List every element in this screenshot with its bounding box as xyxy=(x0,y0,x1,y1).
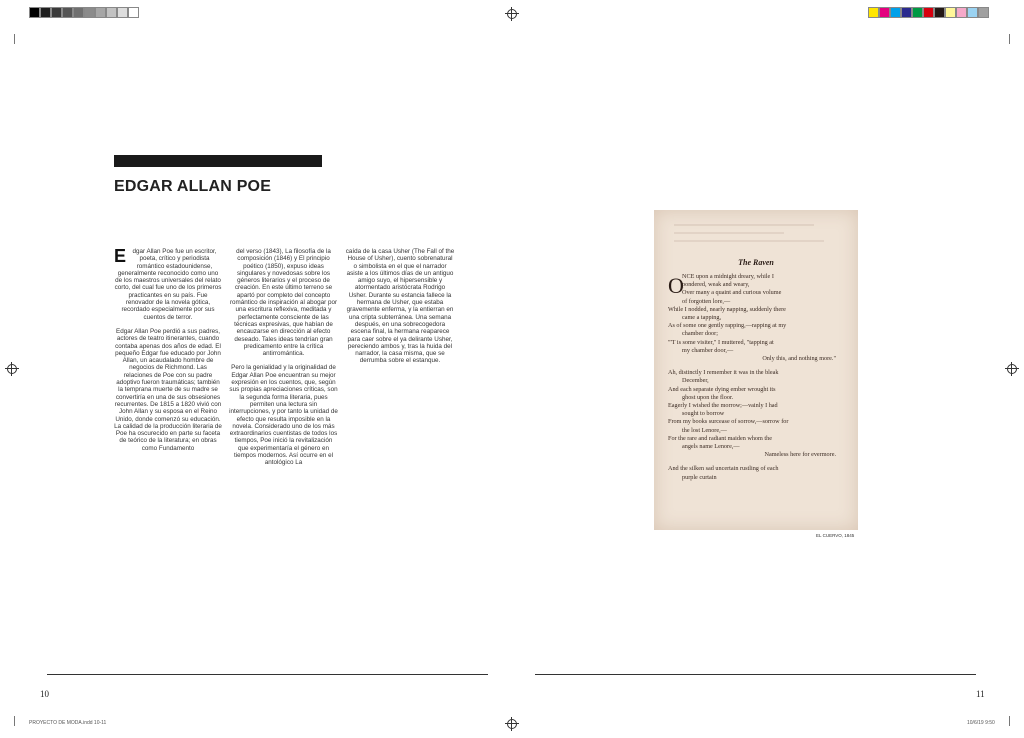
title-accent-bar xyxy=(114,155,322,167)
footer-rule-left xyxy=(47,674,488,675)
article-title: EDGAR ALLAN POE xyxy=(114,178,272,195)
text-column-3 xyxy=(345,248,455,372)
color-swatch xyxy=(901,7,912,18)
color-swatch xyxy=(128,7,139,18)
color-swatch xyxy=(84,7,95,18)
paragraph: Edgar Allan Poe perdió a sus padres, actores de teatro itinerantes, cuando contaba apenas dos años de edad. El pequeño Edgar fue educado por John Allan, un acaudalado hombre de negocios de Richmond. Las relaciones de Poe con su padre adoptivo fueron traumáticas; también la temprana muerte de su madre se convertiría en una de sus obsesiones recurrentes. De 1815 a 1820 vivió con John Allan y su esposa en el Reino Unido, donde comenzó su educación. La calidad de la producción literaria de Poe ha oscurecido en parte su faceta de teórico de la literatura; en obras como Fundamento xyxy=(114,327,222,452)
poem-line: ghost upon the floor. xyxy=(682,393,734,401)
page-number-right: 11 xyxy=(976,689,985,699)
crop-mark xyxy=(14,716,15,726)
text-column-2 xyxy=(229,248,338,474)
paragraph: del verso (1843), La filosofía de la composición (1846) y El principio poético (1850), expuso ideas singulares y novedosas sobre los géneros literarios y el proceso de creación. En este último terreno se apartó por completo del concepto romántico de inspiración al abogar por una escritura reflexiva, meditada y perfectamente consciente de las técnicas expresivas, que habían de encauzarse en dirección al efecto deseado. Tales ideas tendrían gran predicamento entre la crítica antirromántica. xyxy=(229,248,338,358)
poem-line: "'T is some visiter," I muttered, "tapping at xyxy=(668,338,774,346)
color-swatch xyxy=(29,7,40,18)
color-swatch xyxy=(956,7,967,18)
slug-right: 10/6/19 9:50 xyxy=(967,720,995,726)
bleed-through xyxy=(674,232,784,234)
text-column-1 xyxy=(114,248,222,459)
paragraph: Pero la genialidad y la originalidad de Edgar Allan Poe encuentran su mejor expresión en los cuentos, que, según sus propias apreciaciones críticas, son la segunda forma literaria, pues permiten una lectura sin interrupciones, y por tanto la unidad de efecto que resulta imposible en la novela. Considerado uno de los más extraordinarios cuentistas de todos los tiempos, Poe inició la revitalización que experimentaría el género en tiempos modernos. Así ocurre en el antológico La xyxy=(229,364,338,467)
color-swatch xyxy=(912,7,923,18)
poem-line: pondered, weak and weary, xyxy=(682,281,750,289)
color-swatch xyxy=(890,7,901,18)
image-caption: EL CUERVO, 1845 xyxy=(816,533,855,538)
color-swatch xyxy=(117,7,128,18)
crop-mark xyxy=(1009,716,1010,726)
poem-page-image xyxy=(654,210,858,530)
poem-line: As of some one gently rapping,—rapping at my xyxy=(668,322,787,330)
registration-mark-top xyxy=(507,9,517,19)
crop-mark xyxy=(14,34,15,44)
paragraph: dgar Allan Poe fue un escritor, poeta, crítico y periodista romántico estadounidense, generalmente reconocido como uno de los maestros universales del relato corto, del cual fue uno de los primeros practicantes en su país. Fue renovador de la novela gótica, recordado especialmente por sus cuentos de terror. xyxy=(114,248,222,321)
poem-drop-cap: O xyxy=(668,273,684,298)
slug-left: PROYECTO DE MODA.indd 10-11 xyxy=(29,720,107,726)
poem-line: And each separate dying ember wrought its xyxy=(668,385,776,393)
color-swatch xyxy=(73,7,84,18)
color-swatch xyxy=(62,7,73,18)
poem-line: Nameless here for evermore. xyxy=(764,451,836,459)
color-swatch xyxy=(934,7,945,18)
poem-line: my chamber door,— xyxy=(682,346,734,354)
poem-line: sought to borrow xyxy=(682,410,725,418)
poem-line: purple curtain xyxy=(682,473,717,481)
color-swatch xyxy=(978,7,989,18)
poem-line: chamber door; xyxy=(682,330,718,338)
color-swatch xyxy=(40,7,51,18)
poem-line: angels name Lenore,— xyxy=(682,443,740,451)
poem-line: December, xyxy=(682,377,709,385)
color-swatch xyxy=(95,7,106,18)
poem-text xyxy=(668,273,846,482)
poem-line: Over many a quaint and curious volume xyxy=(682,289,782,297)
footer-rule-right xyxy=(535,674,976,675)
color-swatch xyxy=(106,7,117,18)
paragraph: caída de la casa Usher (The Fall of the House of Usher), cuento sobrenatural o simbolista en el que el narrador asiste a los últimos días de un antiguo amigo suyo, el hipersensible y atormentado aristócrata Rodrigo Usher. Durante su estancia fallece la hermana de Usher, que estaba gravemente enferma, y la entierran en una cripta subterránea. Una semana después, en una sobrecogedora escena final, la hermana reaparece para caer sobre el ya delirante Usher, pereciendo ambos y, tras la huida del narrador, la casa misma, que se derrumba sobre el estanque. xyxy=(345,248,455,365)
gray-color-bar xyxy=(29,7,139,18)
process-color-bar xyxy=(868,7,989,18)
poem-line: the lost Lenore,— xyxy=(682,426,727,434)
poem-title: The Raven xyxy=(738,258,774,267)
poem-line: of forgotten lore,— xyxy=(682,297,731,305)
bleed-through xyxy=(674,224,814,226)
color-swatch xyxy=(868,7,879,18)
color-swatch xyxy=(923,7,934,18)
poem-line: NCE upon a midnight dreary, while I xyxy=(682,273,774,280)
poem-line: Eagerly I wished the morrow;—vainly I had xyxy=(668,402,778,410)
drop-cap: E xyxy=(114,246,127,266)
color-swatch xyxy=(51,7,62,18)
bleed-through xyxy=(674,240,824,242)
page-number-left: 10 xyxy=(40,689,49,699)
poem-line: Ah, distinctly I remember it was in the bleak xyxy=(668,369,779,377)
poem-line: For the rare and radiant maiden whom the xyxy=(668,434,772,442)
registration-mark-bottom xyxy=(507,719,517,729)
color-swatch xyxy=(879,7,890,18)
crop-mark xyxy=(1009,34,1010,44)
poem-line: From my books surcease of sorrow,—sorrow for xyxy=(668,418,789,426)
poem-line: came a tapping, xyxy=(682,314,721,322)
color-swatch xyxy=(945,7,956,18)
registration-mark-left xyxy=(7,364,17,374)
poem-line: And the silken sad uncertain rustling of each xyxy=(668,465,779,473)
color-swatch xyxy=(967,7,978,18)
registration-mark-right xyxy=(1007,364,1017,374)
poem-line: Only this, and nothing more." xyxy=(762,355,836,363)
poem-line: While I nodded, nearly napping, suddenly there xyxy=(668,305,786,313)
